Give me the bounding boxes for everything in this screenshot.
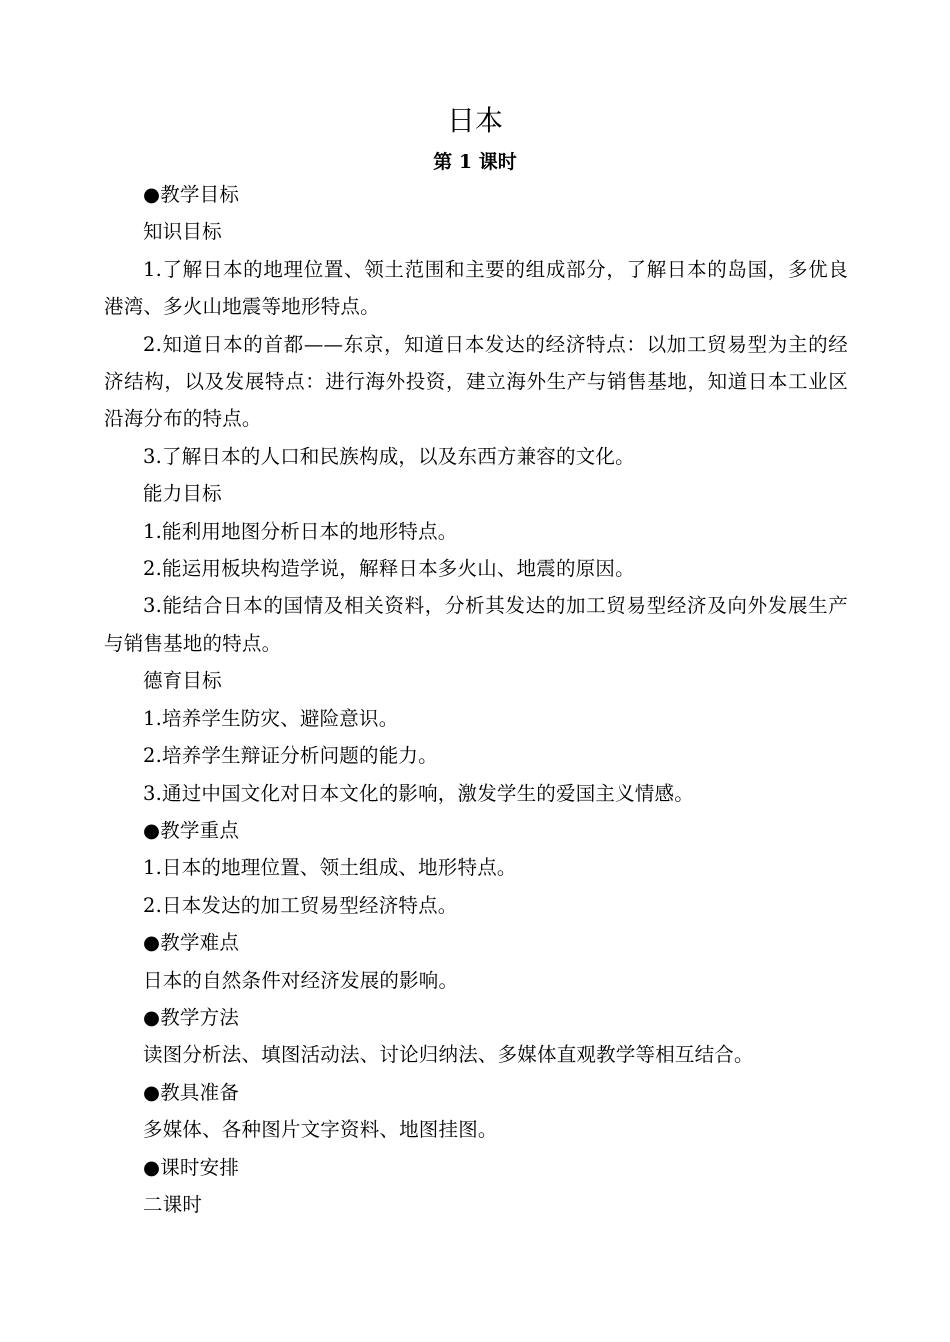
ability-goal-1: 1.能利用地图分析日本的地形特点。 [143, 519, 458, 543]
ability-goal-2: 2.能运用板块构造学说，解释日本多火山、地震的原因。 [143, 557, 635, 581]
document-body [104, 176, 848, 1223]
subheading-ability-goals: 能力目标 [143, 482, 222, 506]
difficulty-text: 日本的自然条件对经济发展的影响。 [143, 968, 459, 992]
section-heading-teaching-goals: ●教学目标 [143, 183, 240, 206]
schedule-text: 二课时 [143, 1192, 203, 1216]
moral-goal-1: 1.培养学生防灾、避险意识。 [143, 706, 399, 730]
knowledge-goal-1: 1.了解日本的地理位置、领土范围和主要的组成部分，了解日本的岛国，多优良港湾、多火山地震等地形特点。 [104, 257, 848, 319]
section-heading-difficulties: ●教学难点 [143, 931, 240, 955]
methods-text: 读图分析法、填图活动法、讨论归纳法、多媒体直观教学等相互结合。 [143, 1043, 754, 1067]
subheading-moral-goals: 德育目标 [143, 669, 222, 693]
knowledge-goal-2: 2.知道日本的首都——东京，知道日本发达的经济特点：以加工贸易型为主的经济结构，以及发展特点：进行海外投资，建立海外生产与销售基地，知道日本工业区沿海分布的特点。 [104, 332, 848, 431]
section-heading-teaching-aids: ●教具准备 [143, 1080, 240, 1104]
section-heading-schedule: ●课时安排 [143, 1155, 240, 1179]
subheading-knowledge-goals: 知识目标 [143, 220, 222, 244]
key-point-1: 1.日本的地理位置、领土组成、地形特点。 [143, 856, 517, 880]
key-point-2: 2.日本发达的加工贸易型经济特点。 [143, 893, 458, 917]
ability-goal-3: 3.能结合日本的国情及相关资料，分析其发达的加工贸易型经济及向外发展生产与销售基地的特点。 [104, 594, 848, 655]
knowledge-goal-3: 3.了解日本的人口和民族构成，以及东西方兼容的文化。 [143, 444, 635, 468]
document-subtitle: 第 1 课时 [433, 151, 517, 173]
section-heading-methods: ●教学方法 [143, 1005, 240, 1029]
document-title: 日本 [446, 104, 503, 137]
section-heading-key-points: ●教学重点 [143, 818, 240, 842]
moral-goal-2: 2.培养学生辩证分析问题的能力。 [143, 744, 438, 768]
moral-goal-3: 3.通过中国文化对日本文化的影响，激发学生的爱国主义情感。 [143, 781, 694, 805]
teaching-aids-text: 多媒体、各种图片文字资料、地图挂图。 [143, 1118, 498, 1142]
